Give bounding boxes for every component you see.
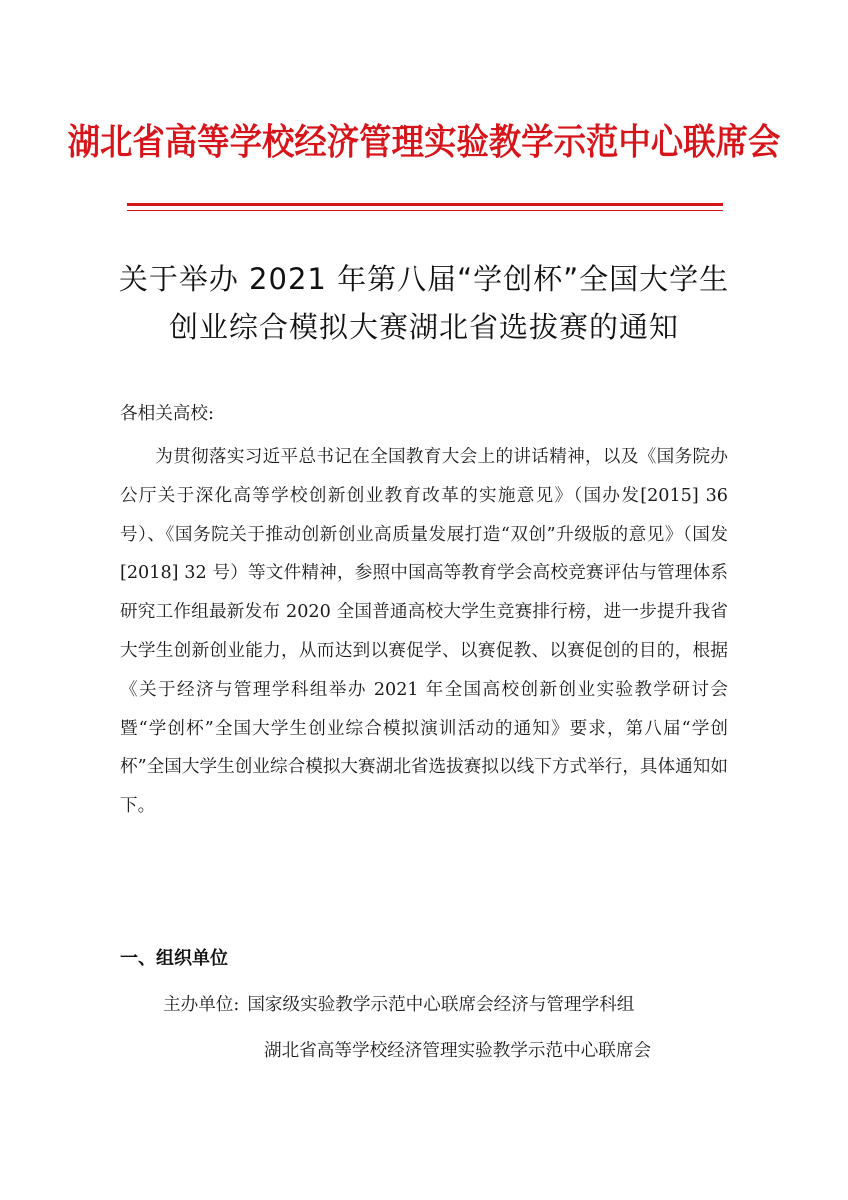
letterhead-title: 湖北省高等学校经济管理实验教学示范中心联席会: [67, 122, 781, 163]
host-organizer-2: 湖北省高等学校经济管理实验教学示范中心联席会: [264, 1041, 652, 1061]
host-organizer-1: 国家级实验教学示范中心联席会经济与管理学科组: [247, 995, 635, 1015]
host-organizer-row: [163, 986, 634, 1024]
notice-title-line1: 关于举办 2021 年第八届“学创杯”全国大学生: [118, 262, 730, 296]
letterhead-rule-thin: [127, 210, 723, 211]
body-paragraph: 为贯彻落实习近平总书记在全国教育大会上的讲话精神，以及《国务院办公厅关于深化高等学校创新创业教育改革的实施意见》（国办发[2015] 36 号）、《国务院关于推动创新创业高质量发展打造“双创”升级版的意见》（国发[2018] 32 号）等文件精神，参照中国高等教育学会高校竞赛评估与管理体系研究工作组最新发布 2020 全国普通高校大学生竞赛排行榜，进一步提升我省大学生创新创业能力，从而达到以赛促学、以赛促教、以赛促创的目的，根据《关于经济与管理学科组举办 2021 年全国高校创新创业实验教学研讨会暨“学创杯”全国大学生创业综合模拟演训活动的通知》要求，第八届“学创杯”全国大学生创业综合模拟大赛湖北省选拔赛拟以线下方式举行，具体通知如下。: [120, 447, 728, 817]
section-heading-organizers: 一、组织单位: [120, 948, 228, 969]
host-label: 主办单位:: [163, 995, 240, 1015]
letterhead-rule-thick: [127, 203, 723, 206]
notice-title-line2: 创业综合模拟大赛湖北省选拔赛的通知: [168, 310, 679, 344]
salutation: 各相关高校:: [120, 404, 214, 424]
notice-title: [0, 255, 848, 351]
